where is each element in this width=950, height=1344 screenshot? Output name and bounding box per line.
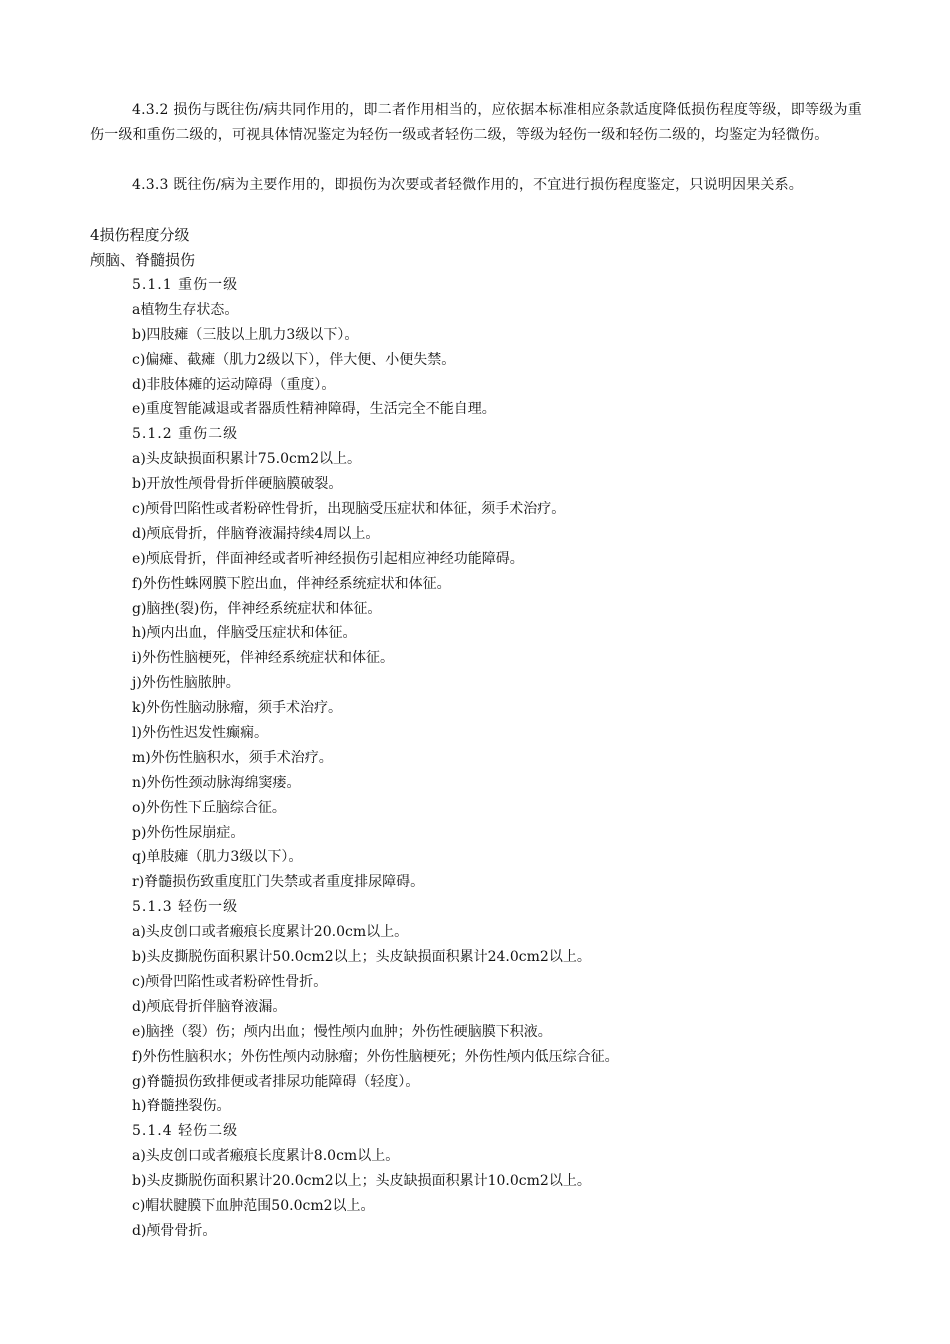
list-item: c)帽状腱膜下血肿范围50.0cm2以上。 [132,1197,375,1214]
list-item: d)颅底骨折伴脑脊液漏。 [132,998,287,1015]
list-item: a植物生存状态。 [132,301,239,318]
grade-heading: 5.1.4 轻伤二级 [132,1123,239,1140]
list-item: a)头皮创口或者瘢痕长度累计20.0cm以上。 [132,924,409,941]
list-item: q)单肢瘫（肌力3级以下）。 [132,849,303,866]
list-item: e)脑挫（裂）伤；颅内出血；慢性颅内血肿；外伤性硬脑膜下积液。 [132,1023,552,1040]
injury-grade-list [132,273,619,1244]
list-item: k)外伤性脑动脉瘤，须手术治疗。 [132,700,342,717]
list-item: p)外伤性尿崩症。 [132,824,245,841]
list-item: m)外伤性脑积水，须手术治疗。 [132,749,333,766]
paragraph-4-3-2: 4.3.2 损伤与既往伤/病共同作用的，即二者作用相当的，应依据本标准相应条款适度降低损伤程度等级，即等级为重伤一级和重伤二级的，可视具体情况鉴定为轻伤一级或者轻伤二级，等级为轻伤一级和轻伤二级的，均鉴定为轻微伤。 [90,102,862,143]
grade-heading: 5.1.2 重伤二级 [132,426,239,443]
grade-heading: 5.1.3 轻伤一级 [132,899,239,916]
list-item: d)颅骨骨折。 [132,1222,217,1239]
list-item: n)外伤性颈动脉海绵窦瘘。 [132,774,301,791]
list-item: c)颅骨凹陷性或者粉碎性骨折。 [132,973,328,990]
list-item: e)颅底骨折，伴面神经或者听神经损伤引起相应神经功能障碍。 [132,550,524,567]
list-item: b)四肢瘫（三肢以上肌力3级以下）。 [132,326,359,343]
list-item: f)外伤性脑积水；外伤性颅内动脉瘤；外伤性脑梗死；外伤性颅内低压综合征。 [132,1048,619,1065]
list-item: h)脊髓挫裂伤。 [132,1098,231,1115]
list-item: g)脊髓损伤致排便或者排尿功能障碍（轻度）。 [132,1073,420,1090]
subsection-heading: 颅脑、脊髓损伤 [90,251,196,269]
section-heading: 4损伤程度分级 [90,226,190,244]
list-item: o)外伤性下丘脑综合征。 [132,799,286,816]
list-item: b)开放性颅骨骨折伴硬脑膜破裂。 [132,476,343,493]
list-item: c)偏瘫、截瘫（肌力2级以下），伴大便、小便失禁。 [132,351,456,368]
paragraph-4-3-3: 4.3.3 既往伤/病为主要作用的，即损伤为次要或者轻微作用的，不宜进行损伤程度鉴定，只说明因果关系。 [132,177,803,193]
list-item: d)颅底骨折，伴脑脊液漏持续4周以上。 [132,525,380,542]
list-item: j)外伤性脑脓肿。 [132,675,240,692]
list-item: e)重度智能减退或者器质性精神障碍，生活完全不能自理。 [132,401,496,418]
list-item: l)外伤性迟发性癫痫。 [132,725,268,742]
list-item: c)颅骨凹陷性或者粉碎性骨折，出现脑受压症状和体征，须手术治疗。 [132,501,566,518]
list-item: a)头皮缺损面积累计75.0cm2以上。 [132,451,362,468]
list-item: r)脊髓损伤致重度肛门失禁或者重度排尿障碍。 [132,874,425,891]
list-item: b)头皮撕脱伤面积累计20.0cm2以上；头皮缺损面积累计10.0cm2以上。 [132,1173,591,1190]
list-item: a)头皮创口或者瘢痕长度累计8.0cm以上。 [132,1148,400,1165]
list-item: b)头皮撕脱伤面积累计50.0cm2以上；头皮缺损面积累计24.0cm2以上。 [132,949,591,966]
list-item: f)外伤性蛛网膜下腔出血，伴神经系统症状和体征。 [132,575,451,592]
list-item: h)颅内出血，伴脑受压症状和体征。 [132,625,357,642]
list-item: d)非肢体瘫的运动障碍（重度）。 [132,376,336,393]
list-item: i)外伤性脑梗死，伴神经系统症状和体征。 [132,650,394,667]
list-item: g)脑挫(裂)伤，伴神经系统症状和体征。 [132,600,382,617]
grade-heading: 5.1.1 重伤一级 [132,277,239,293]
